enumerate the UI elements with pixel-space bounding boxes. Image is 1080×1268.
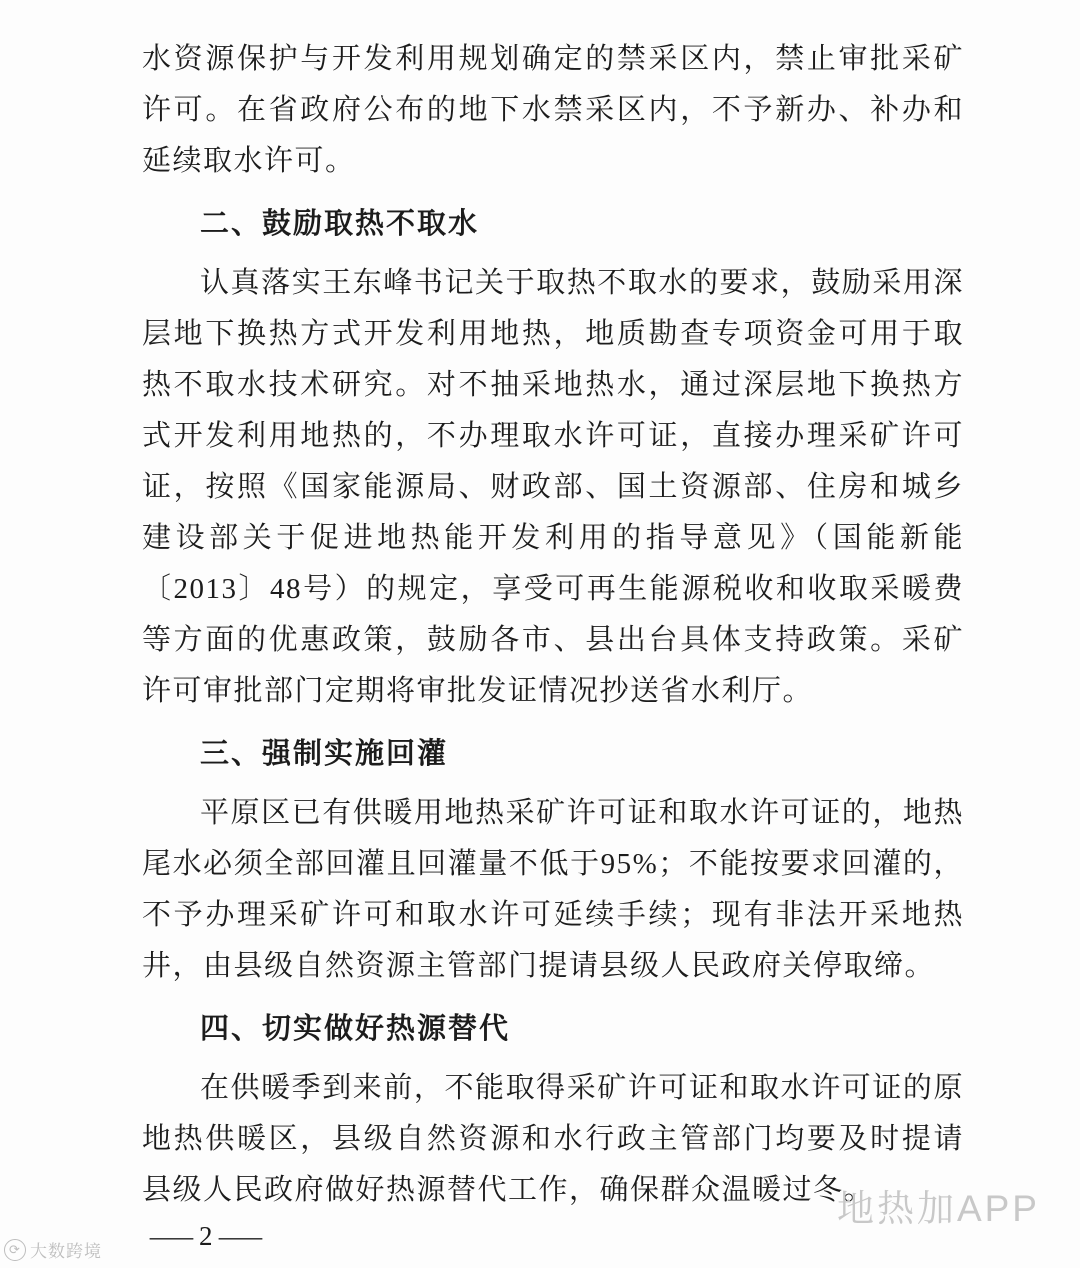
- paragraph-continuation: 水资源保护与开发利用规划确定的禁采区内，禁止审批采矿许可。在省政府公布的地下水禁采区内，不予新办、补办和延续取水许可。: [142, 43, 964, 177]
- footer-dash-right: —: [218, 1221, 262, 1251]
- section-heading-2: 二、鼓励取热不取水: [200, 208, 480, 240]
- paragraph-section-2: 认真落实王东峰书记关于取热不取水的要求，鼓励采用深层地下换热方式开发利用地热，地质勘查专项资金可用于取热不取水技术研究。对不抽采地热水，通过深层地下换热方式开发利用地热的，不办理取水许可证，直接办理采矿许可证，按照《国家能源局、财政部、国土资源部、住房和城乡建设部关于促进地热能开发利用的指导意见》（国能新能〔2013〕48号）的规定，享受可再生能源税收和收取采暖费等方面的优惠政策，鼓励各市、县出台具体支持政策。采矿许可审批部门定期将审批发证情况抄送省水利厅。: [142, 267, 964, 707]
- footer-dash-left: —: [149, 1221, 194, 1251]
- globe-arrows-icon: ⟳: [4, 1239, 26, 1261]
- page-number: 2: [199, 1221, 213, 1251]
- section-heading-4: 四、切实做好热源替代: [200, 1013, 511, 1045]
- paragraph-section-4: 在供暖季到来前，不能取得采矿许可证和取水许可证的原地热供暖区，县级自然资源和水行政主管部门均要及时提请县级人民政府做好热源替代工作，确保群众温暖过冬。: [142, 1072, 964, 1206]
- paragraph-section-3: 平原区已有供暖用地热采矿许可证和取水许可证的，地热尾水必须全部回灌且回灌量不低于95%；不能按要求回灌的，不予办理采矿许可和取水许可延续手续；现有非法开采地热井，由县级自然资源主管部门提请县级人民政府关停取缔。: [142, 797, 964, 982]
- watermark-app-label: 地热加APP: [836, 1188, 1040, 1229]
- watermark-bottom-left: [4, 1237, 102, 1262]
- page-number-footer: [149, 1221, 262, 1252]
- section-heading-3: 三、强制实施回灌: [200, 738, 449, 770]
- watermark-left-label: 大数跨境: [30, 1242, 102, 1261]
